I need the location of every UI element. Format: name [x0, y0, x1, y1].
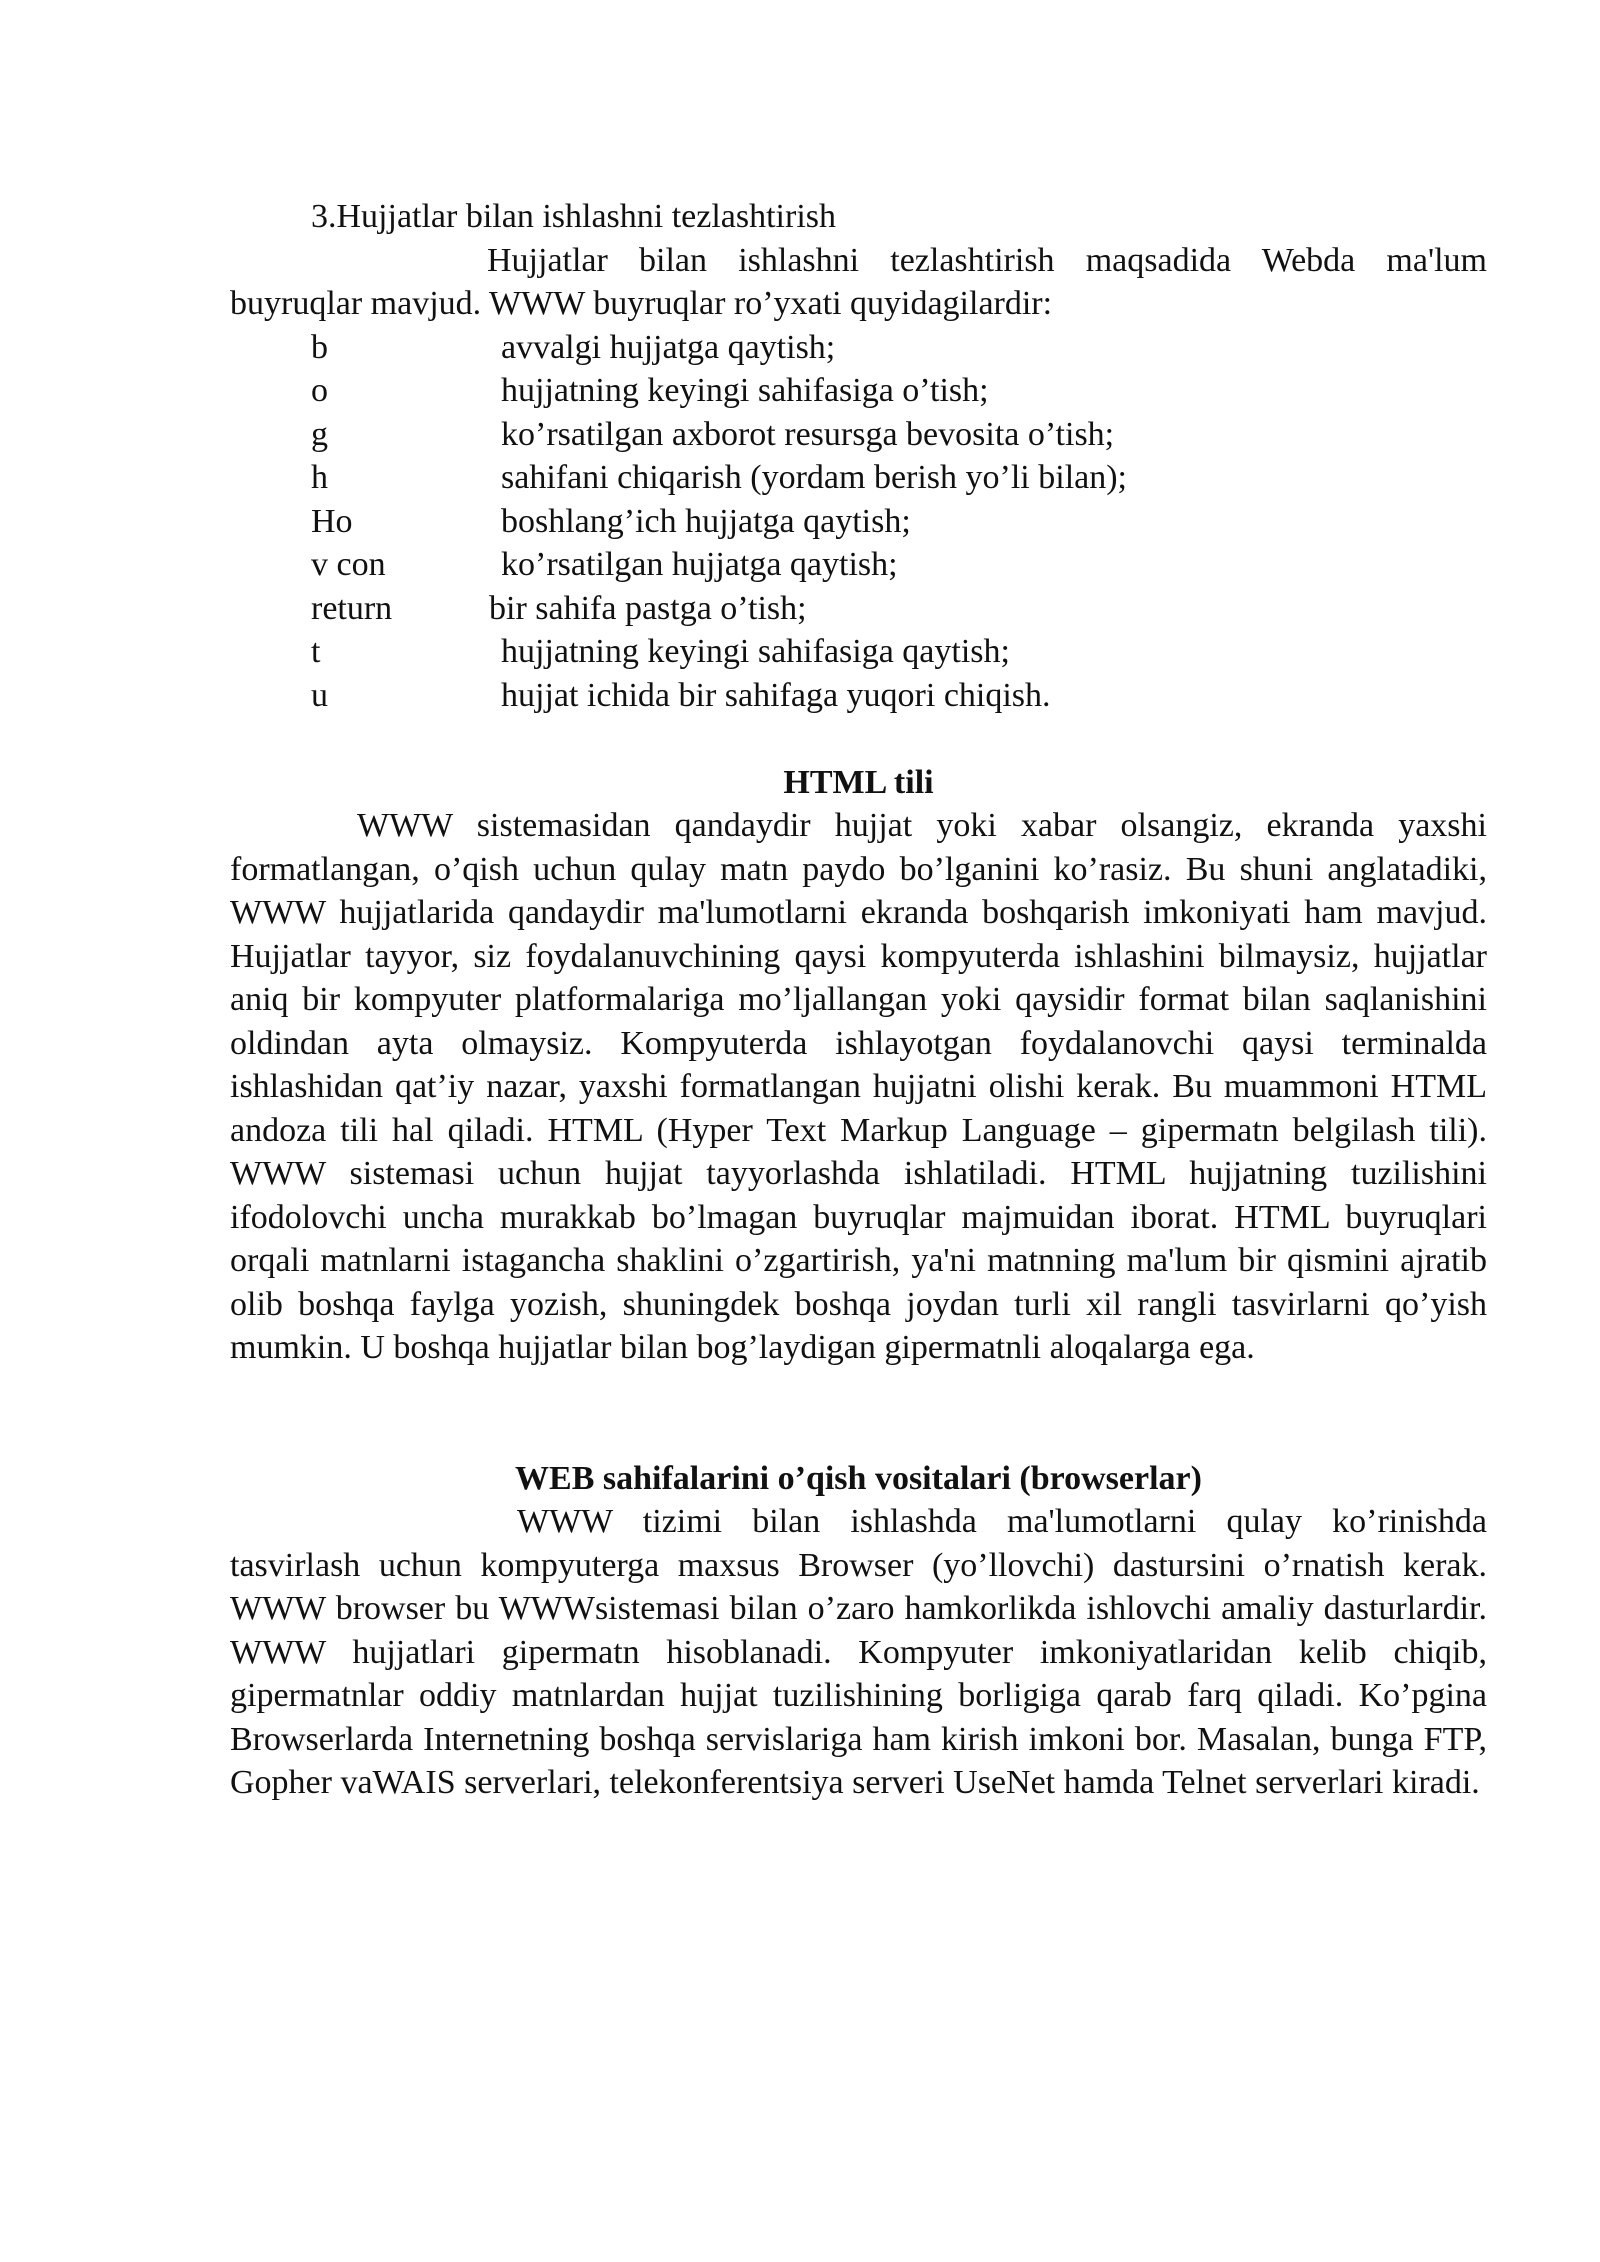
command-item — [230, 630, 1487, 674]
command-item — [230, 369, 1487, 413]
web-section-body: WWW tizimi bilan ishlashda ma'lumotlarni qulay ko’rinishda tasvirlash uchun kompyuterga maxsus Browser (yo’llovchi) dastursini o’rnatish kerak. WWW browser bu WWWsistemasi bilan o’zaro hamkorlikda ishlovchi amaliy dasturlardir. WWW hujjatlari gipermatn hisoblanadi. Kompyuter imkoniyatlaridan kelib chiqib, gipermatnlar oddiy matnlardan hujjat tuzilishining borligiga qarab farq qiladi. Ko’pgina Browserlarda Internetning boshqa servislariga ham kirish imkoni bor. Masalan, bunga FTP, Gopher vaWAIS serverlari, telekonferentsiya serveri UseNet hamda Telnet serverlari kiradi. — [230, 1503, 1487, 1801]
section-3-heading: 3.Hujjatlar bilan ishlashni tezlashtirish — [311, 198, 837, 235]
command-description: avvalgi hujjatga qaytish; — [501, 328, 836, 366]
command-key: h — [311, 459, 328, 496]
command-item — [230, 543, 1487, 587]
command-description: hujjatning keyingi sahifasiga o’tish; — [501, 372, 989, 409]
command-key: o — [311, 372, 328, 409]
html-section-body: WWW sistemasidan qandaydir hujjat yoki xabar olsangiz, ekranda yaxshi formatlangan, o’qish uchun qulay matn paydo bo’lganini ko’rasiz. Bu shuni anglatadiki, WWW hujjatlarida qandaydir ma'lumotlarni ekranda boshqarish imkoniyati ham mavjud. Hujjatlar tayyor, siz foydalanuvchining qaysi kompyuterda ishlashini bilmaysiz, hujjatlar aniq bir kompyuter platformalariga mo’ljallangan yoki qaysidir format bilan saqlanishini oldindan ayta olmaysiz. Kompyuterda ishlayotgan foydalanovchi qaysi terminalda ishlashidan qat’iy nazar, yaxshi formatlangan hujjatni olishi kerak. Bu muammoni HTML andoza tili hal qiladi. HTML (Hyper Text Markup Language – gipermatn belgilash tili). WWW sistemasi uchun hujjat tayyorlashda ishlatiladi. HTML hujjatning tuzilishini ifodolovchi uncha murakkab bo’lmagan buyruqlar majmuidan iborat. HTML buyruqlari orqali matnlarni istagancha shaklini o’zgartirish, ya'ni matnning ma'lum bir qismini ajratib olib boshqa faylga yozish, shuningdek boshqa joydan turli xil rangli tasvirlarni qo’yish mumkin. U boshqa hujjatlar bilan bog’laydigan gipermatnli aloqalarga ega. — [230, 807, 1487, 1366]
command-description: hujjatning keyingi sahifasiga qaytish; — [501, 633, 1010, 670]
command-description: bir sahifa pastga o’tish; — [489, 589, 807, 627]
command-item — [230, 674, 1487, 718]
command-key: Ho — [311, 502, 353, 540]
command-description: ko’rsatilgan hujjatga qaytish; — [501, 546, 898, 583]
command-description: hujjat ichida bir sahifaga yuqori chiqish. — [501, 676, 1051, 714]
command-key: g — [311, 415, 328, 453]
command-item — [230, 456, 1487, 500]
command-key: b — [311, 328, 328, 366]
command-key: v con — [311, 546, 386, 583]
command-item — [230, 413, 1487, 457]
command-item — [230, 587, 1487, 631]
section-3-intro: Hujjatlar bilan ishlashni tezlashtirish maqsadida Webda ma'lum buyruqlar mavjud. WWW buyruqlar ro’yxati quyidagilardir: — [230, 241, 1487, 322]
command-item — [230, 500, 1487, 544]
command-list — [230, 326, 1487, 718]
html-section-title: HTML tili — [783, 763, 934, 801]
command-description: ko’rsatilgan axborot resursga bevosita o’tish; — [501, 415, 1115, 453]
command-key: t — [311, 633, 321, 670]
command-description: sahifani chiqarish (yordam berish yo’li bilan); — [501, 459, 1127, 496]
command-description: boshlang’ich hujjatga qaytish; — [501, 502, 911, 540]
command-key: u — [311, 676, 328, 714]
page-content — [230, 195, 1487, 1805]
command-item — [230, 326, 1487, 370]
web-section-title: WEB sahifalarini o’qish vositalari (browserlar) — [515, 1459, 1202, 1497]
command-key: return — [311, 589, 393, 627]
